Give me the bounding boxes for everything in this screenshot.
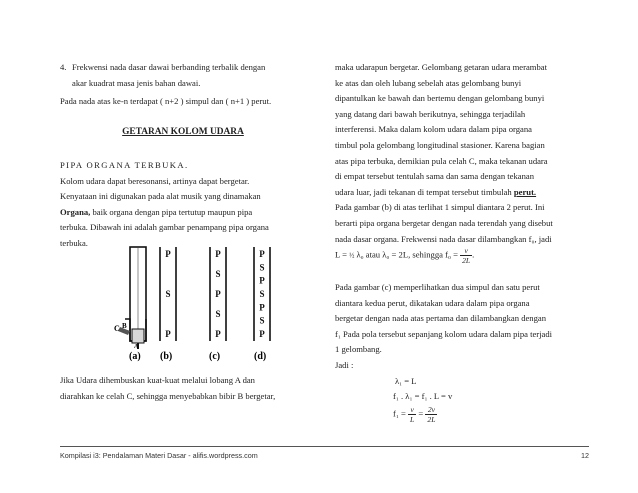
fig-caption-d: (d)	[254, 351, 267, 362]
page-footer	[60, 446, 589, 460]
math-line-1: λ₁ = L	[395, 376, 417, 386]
para-line: bergetar dengan nada atas pertama dan dilambangkan dengan	[335, 313, 547, 324]
section-heading: GETARAN KOLOM UDARA	[122, 127, 244, 137]
fig-label-a: A	[134, 344, 139, 350]
para-line: maka udarapun bergetar. Gelombang getaran udara merambat	[335, 62, 547, 72]
math-line-3	[393, 405, 437, 424]
pipe-node-label: S	[259, 262, 265, 273]
para-text: baik organa dengan pipa tertutup maupun pipa	[90, 206, 253, 217]
pipe-node-label: S	[165, 289, 171, 299]
fraction-numerator: v	[460, 246, 472, 256]
pipe-node-label: P	[259, 249, 265, 259]
fig-label-b: B	[122, 322, 127, 330]
pipe-a	[118, 247, 146, 349]
fraction	[425, 405, 437, 424]
para-line: interferensi. Maka dalam kolom udara dalam pipa organa	[335, 124, 532, 135]
bold-term: Organa,	[60, 206, 91, 217]
para-line: Kenyataan ini digunakan pada alat musik yang dinamakan	[60, 191, 261, 202]
para-line	[335, 185, 589, 201]
math-line-2: f₁ . λ₁ = f₁ . L = v	[393, 391, 453, 401]
list-item-4	[60, 60, 306, 91]
pipe-node-label: P	[215, 289, 221, 299]
pipe-node-label: S	[215, 309, 221, 319]
para-line: Jika Udara dihembuskan kuat-kuat melalui lobang A dan	[60, 375, 255, 385]
para-line	[60, 205, 306, 221]
fig-caption-a: (a)	[129, 351, 141, 362]
overtone-statement: Pada nada atas ke-n terdapat ( n+2 ) simpul dan ( n+1 ) perut.	[60, 96, 272, 106]
pipe-node-label: P	[165, 249, 171, 259]
pipe-node-label: P	[259, 275, 265, 286]
para-line: diantara kedua perut, dikatakan udara dalam pipa organa	[335, 297, 530, 308]
pipe-node-label: S	[259, 315, 265, 326]
pipe-node-label: P	[215, 249, 221, 259]
para-line: Pada gambar (c) memperlihatkan dua simpul dan satu perut	[335, 282, 540, 292]
eq-text: .	[472, 249, 475, 260]
page-number: 12	[581, 451, 589, 460]
organ-pipe-figure	[92, 245, 292, 363]
pipe-node-label: P	[165, 329, 171, 339]
intro-paragraph	[60, 158, 306, 252]
para-line: terbuka.	[60, 237, 88, 248]
equation-fundamental	[335, 246, 589, 265]
para-line: di empat tersebut tentulah sama dan sama dengan tekanan	[335, 171, 535, 182]
fig-label-c: C	[114, 324, 120, 333]
eq-half: ½	[349, 251, 355, 260]
para-line: Jadi :	[335, 359, 354, 370]
fraction-denominator: 2L	[462, 256, 471, 265]
para-line: Kolom udara dapat beresonansi, artinya dapat bergetar.	[60, 175, 250, 186]
fig-caption-b: (b)	[160, 351, 173, 362]
para-line: Pada gambar (b) di atas terlihat 1 simpul diantara 2 perut. Ini	[335, 202, 545, 213]
para-line: yang datang dari bawah berikutnya, sehingga terjadilah	[335, 108, 526, 119]
para-line: f₁ Pada pola tersebut sepanjang kolom udara dalam pipa terjadi	[335, 328, 553, 339]
fraction-numerator: v	[408, 405, 416, 415]
fraction	[460, 246, 475, 265]
fraction	[408, 405, 416, 424]
para-line: terbuka. Dibawah ini adalah gambar penampang pipa organa	[60, 222, 269, 233]
footer-text: Kompilasi i3: Pendalaman Materi Dasar - alifis.wordpress.com	[60, 451, 258, 460]
para-blowing	[60, 373, 306, 404]
eq-text: =	[416, 408, 426, 419]
first-overtone-paragraph	[335, 280, 589, 374]
pipe-node-label: S	[215, 269, 221, 279]
eq-text: L =	[335, 249, 350, 260]
para-line: timbul pola gelombang longitudinal stasioner. Karena bagian	[335, 139, 545, 150]
subheading: PIPA ORGANA TERBUKA.	[60, 160, 189, 170]
explanation-paragraph	[335, 60, 589, 247]
fraction-numerator: 2v	[425, 405, 437, 415]
bold-term: perut.	[513, 186, 537, 197]
para-text: udara luar, jadi tekanan di tempat tersebut timbulah	[335, 186, 514, 197]
pipe-node-label: P	[259, 329, 265, 339]
para-line: diarahkan ke celah C, sehingga menyebabkan bibir B bergetar,	[60, 390, 276, 401]
fraction-denominator: L	[410, 415, 415, 424]
para-line: dipantulkan ke bawah dan bertemu dengan gelombang bunyi	[335, 93, 545, 104]
para-line: berarti pipa organa bergetar dengan nada terendah yang disebut	[335, 217, 553, 228]
eq-text: f₁ =	[393, 408, 409, 419]
list-item-text-line2: akar kuadrat masa jenis bahan dawai.	[72, 77, 201, 88]
para-line: 1 gelombang.	[335, 344, 382, 355]
list-item-text-line1: Frekwensi nada dasar dawai berbanding terbalik dengan	[72, 62, 266, 72]
fraction-denominator: 2L	[427, 415, 436, 424]
eq-text: λ₀ atau λ₀ = 2L, sehingga f₀ =	[354, 249, 461, 260]
para-line: ke atas dan oleh lubang sebelah atas gelombang bunyi	[335, 77, 522, 88]
para-line: nada dasar organa. Frekwensi nada dasar dilambangkan f₀, jadi	[335, 233, 552, 244]
pipe-node-label: P	[259, 302, 265, 313]
pipe-node-label: P	[215, 329, 221, 339]
list-number: 4.	[60, 62, 67, 72]
fig-caption-c: (c)	[209, 351, 221, 362]
pipe-node-label: S	[259, 289, 265, 299]
para-line: atas pipa terbuka, demikian pula celah C, maka tekanan udara	[335, 155, 548, 166]
